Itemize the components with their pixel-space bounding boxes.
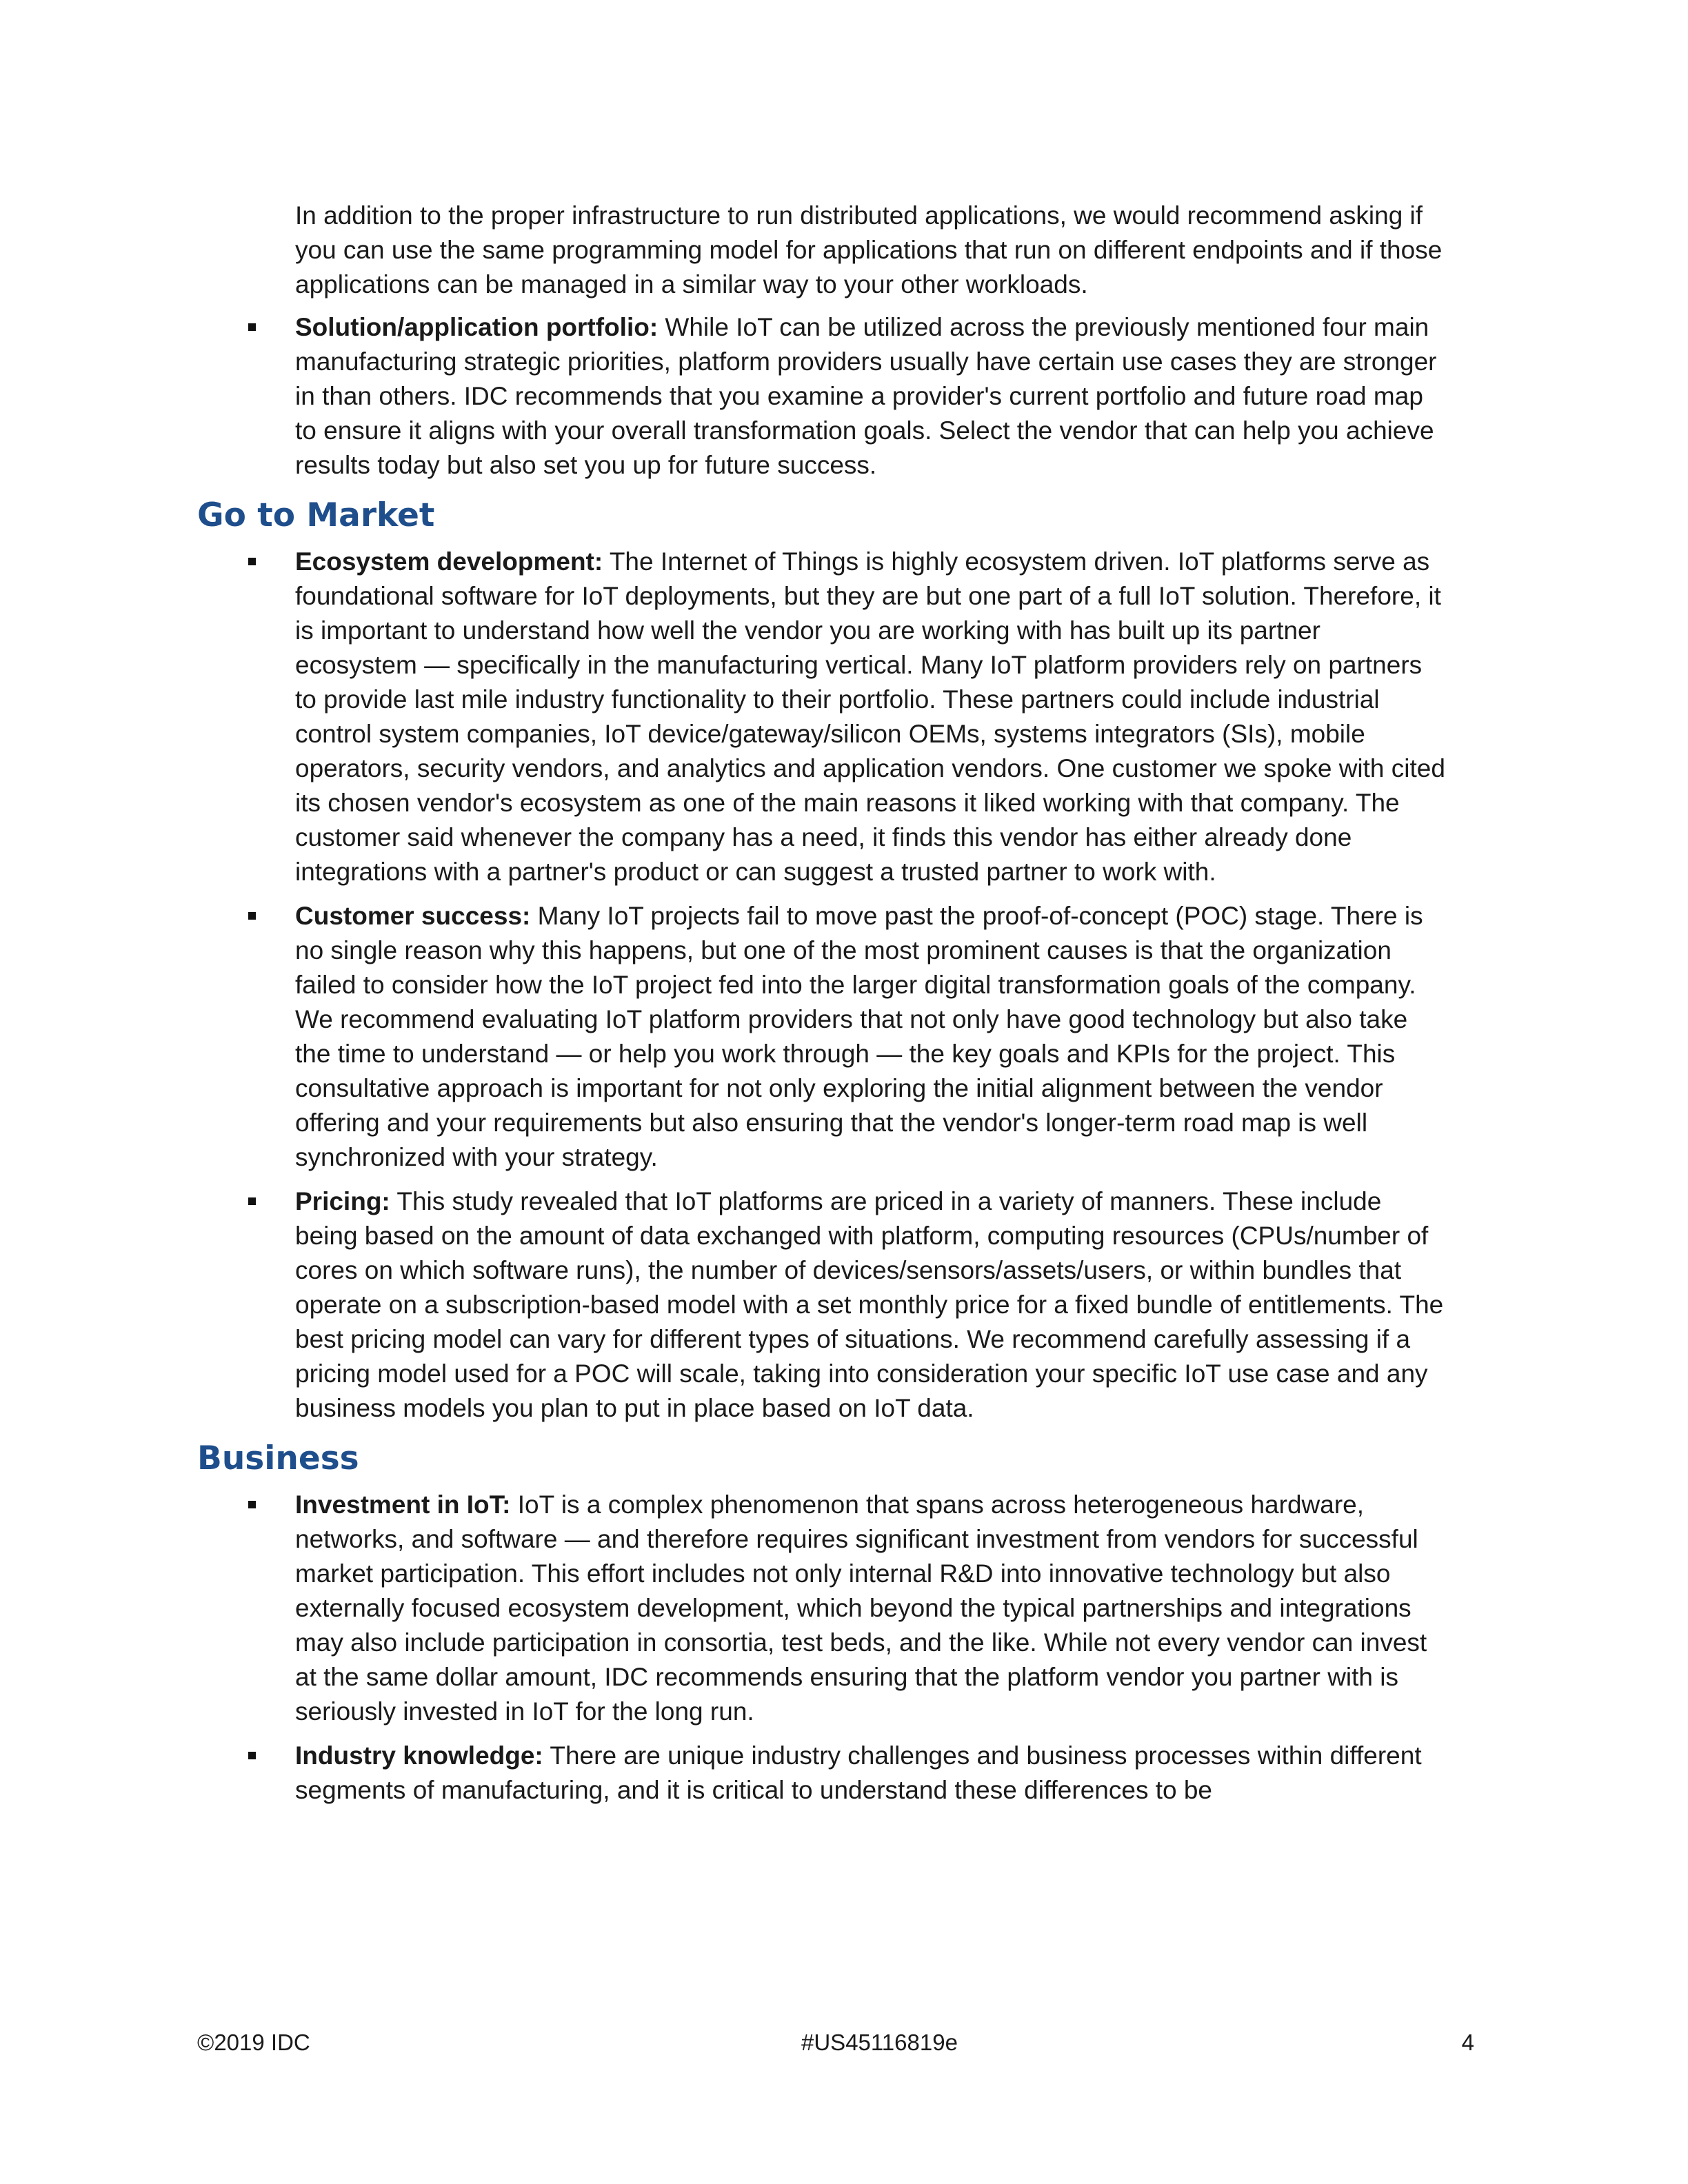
bullet-text: Many IoT projects fail to move past the proof-of-concept (POC) stage. There is no single reason why this happens, but one of the most prominent causes is that the organization failed to consider how the IoT project fed into the larger digital transformation goals of the company. We recommend evaluating IoT platform providers that not only have good technology but also take the time to understand — or help you work through — the key goals and KPIs for the project. This consultative approach is important for not only exploring the initial alignment between the vendor offering and your requirements but also ensuring that the vendor's longer-term road map is well synchronized with your strategy. [295,902,1423,1171]
business-bullet-list [197,1488,1445,1808]
footer-document-id: #US45116819e [801,2030,958,2055]
page-content [197,199,1445,1817]
bullet-term: Ecosystem development: [295,547,603,576]
section-heading-go-to-market: Go to Market [197,496,435,534]
list-item-pricing [197,1184,1445,1426]
bullet-text: The Internet of Things is highly ecosystem driven. IoT platforms serve as foundational software for IoT deployments, but they are but one part of a full IoT solution. Therefore, it is important to understand how well the vendor you are working with has built up its partner ecosystem — specifically in the manufacturing vertical. Many IoT platform providers rely on partners to provide last mile industry functionality to their portfolio. These partners could include industrial control system companies, IoT device/gateway/silicon OEMs, systems integrators (SIs), mobile operators, security vendors, and analytics and application vendors. One customer we spoke with cited its chosen vendor's ecosystem as one of the main reasons it liked working with that company. The customer said whenever the company has a need, it finds this vendor has either already done integrations with a partner's product or can suggest a trusted partner to work with. [295,547,1445,886]
bullet-term: Customer success: [295,902,531,930]
list-item-solution-portfolio [197,310,1445,483]
bullet-term: Pricing: [295,1187,390,1215]
footer-page-number: 4 [1461,2030,1474,2055]
bullet-term: Solution/application portfolio: [295,313,659,341]
section-heading-business: Business [197,1439,359,1477]
bullet-text: While IoT can be utilized across the previously mentioned four main manufacturing strategic priorities, platform providers usually have certain use cases they are stronger in than others. IDC recommends that you examine a provider's current portfolio and future road map to ensure it aligns with your overall transformation goals. Select the vendor that can help you achieve results today but also set you up for future success. [295,313,1437,479]
footer-copyright: ©2019 IDC [197,2030,310,2055]
bullet-term: Investment in IoT: [295,1490,511,1519]
bullet-text: There are unique industry challenges and business processes within different segments of manufacturing, and it is critical to understand these differences to be [295,1741,1422,1804]
list-item-customer-success [197,899,1445,1175]
bullet-text: IoT is a complex phenomenon that spans across heterogeneous hardware, networks, and software — and therefore requires significant investment from vendors for successful market participation. This effort includes not only internal R&D into innovative technology but also externally focused ecosystem development, which beyond the typical partnerships and integrations may also include participation in consortia, test beds, and the like. While not every vendor can invest at the same dollar amount, IDC recommends ensuring that the platform vendor you partner with is seriously invested in IoT for the long run. [295,1490,1427,1726]
list-item-industry-knowledge [197,1739,1445,1808]
go-to-market-bullet-list [197,545,1445,1426]
technology-bullet-list [197,310,1445,483]
list-item-investment-in-iot [197,1488,1445,1729]
list-item-ecosystem-development [197,545,1445,889]
page-footer [197,2025,1474,2060]
intro-continuation-paragraph: In addition to the proper infrastructure to run distributed applications, we would recommend asking if you can use the same programming model for applications that run on different endpoints and if those applications can be managed in a similar way to your other workloads. [295,201,1443,299]
bullet-term: Industry knowledge: [295,1741,543,1770]
bullet-text: This study revealed that IoT platforms are priced in a variety of manners. These include being based on the amount of data exchanged with platform, computing resources (CPUs/number of cores on which software runs), the number of devices/sensors/assets/users, or within bundles that operate on a subscription-based model with a set monthly price for a fixed bundle of entitlements. The best pricing model can vary for different types of situations. We recommend carefully assessing if a pricing model used for a POC will scale, taking into consideration your specific IoT use case and any business models you plan to put in place based on IoT data. [295,1187,1444,1422]
